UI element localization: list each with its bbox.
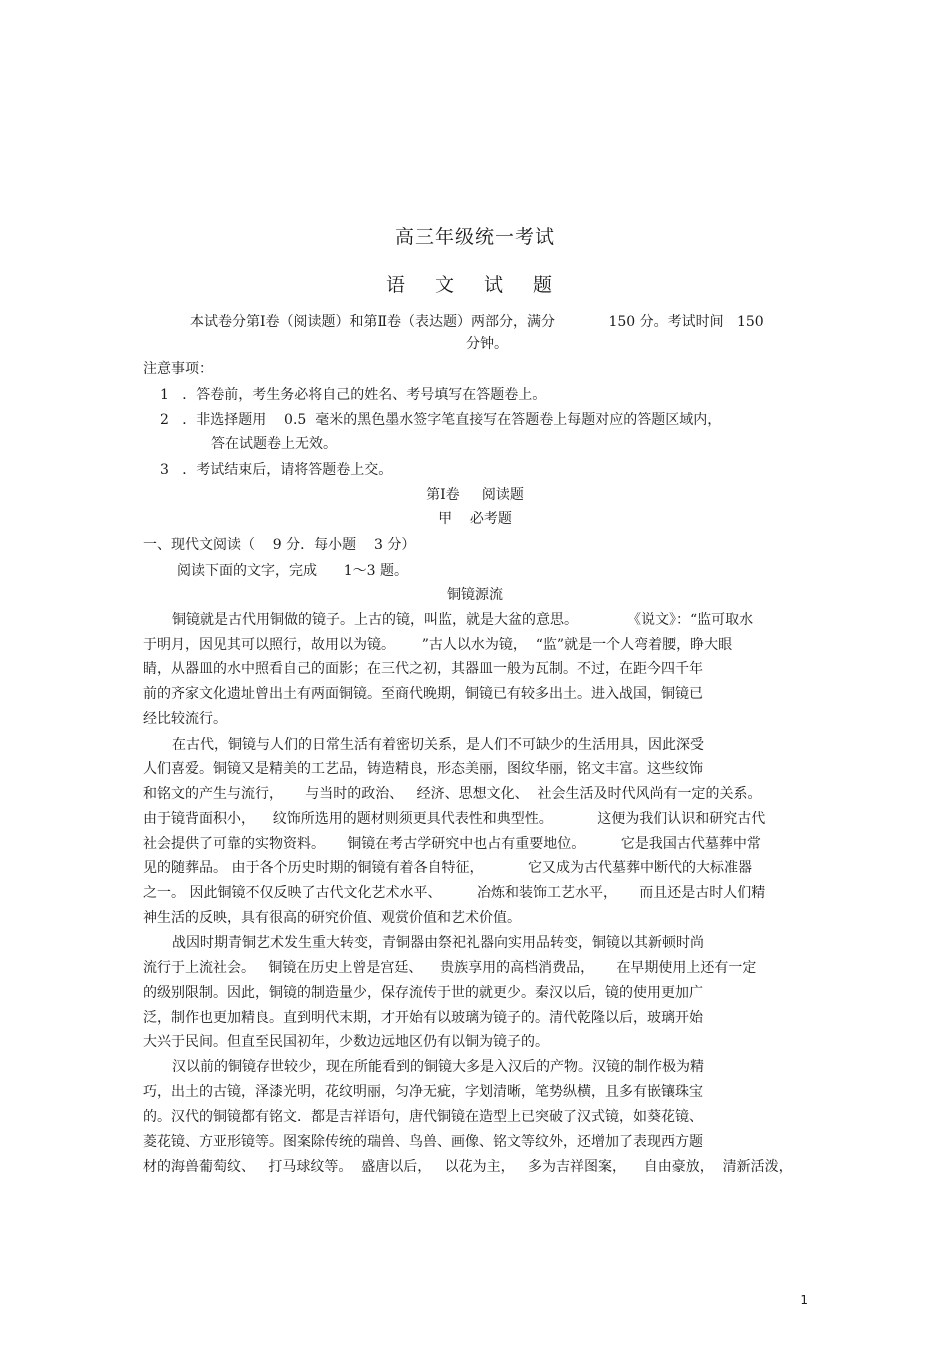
article-line: 经比较流行。 <box>143 711 227 727</box>
article-line: 的。汉代的铜镜都有铭文．都是吉祥语句，唐代铜镜在造型上已突破了汉式镜，如葵花镜、 <box>143 1109 703 1125</box>
article-line: 巧，出土的古镜，泽漆光明，花纹明丽，匀净无疵，字划清晰，笔势纵横，且多有嵌镶珠宝 <box>143 1084 703 1100</box>
intro-line-1: 本试卷分第Ⅰ卷（阅读题）和第Ⅱ卷（表达题）两部分，满分 150 分。考试时间 150 <box>190 314 764 330</box>
article-line: 材的海兽葡萄纹、 打马球纹等。 盛唐以后， 以花为主， 多为吉祥图案， 自由豪放， 清新活泼， <box>143 1159 793 1175</box>
article-line: 之一。 因此铜镜不仅反映了古代文化艺术水平、 冶炼和装饰工艺水平， 而且还是古时人们精 <box>143 885 766 901</box>
article-line: 前的齐家文化遗址曾出土有两面铜镜。至商代晚期，铜镜已有较多出土。进入战国，铜镜已 <box>143 686 703 702</box>
article-line: 于明月，因见其可以照行，故用以为镜。 ”古人以水为镜， “监”就是一个人弯着腰，睁大眼 <box>143 637 733 653</box>
article-line: 泛，制作也更加精良。直到明代末期，才开始有以玻璃为镜子的。清代乾隆以后，玻璃开始 <box>143 1010 703 1026</box>
notice-item-1: 1 ．答卷前，考生务必将自己的姓名、考号填写在答题卷上。 <box>160 387 547 403</box>
article-line: 和铭文的产生与流行， 与当时的政治、 经济、思想文化、 社会生活及时代风尚有一定的关系。 <box>143 786 762 802</box>
volume-heading: 第Ⅰ卷 阅读题 <box>426 487 524 503</box>
article-line: 神生活的反映，具有很高的研究价值、观赏价值和艺术价值。 <box>143 910 521 926</box>
article-line: 菱花镜、方亚形镜等。图案除传统的瑞兽、鸟兽、画像、铭文等纹外，还增加了表现西方题 <box>143 1134 703 1150</box>
article-line: 铜镜就是古代用铜做的镜子。上古的镜，叫监，就是大盆的意思。 《说文》：“监可取水 <box>172 612 754 628</box>
article-line: 大兴于民间。但直至民国初年，少数边远地区仍有以铜为镜子的。 <box>143 1034 549 1050</box>
question-heading: 一、现代文阅读（ 9 分．每小题 3 分） <box>143 537 416 553</box>
exam-title: 高三年级统一考试 <box>394 226 555 248</box>
notice-item-2: 2 ．非选择题用 0.5 毫米的黑色墨水签字笔直接写在答题卷上每题对应的答题区域内， <box>160 412 722 428</box>
article-line: 流行于上流社会。 铜镜在历史上曾是宫廷、 贵族享用的高档消费品， 在早期使用上还有一定 <box>143 960 757 976</box>
notice-heading: 注意事项： <box>143 361 213 377</box>
article-line: 在古代，铜镜与人们的日常生活有着密切关系，是人们不可缺少的生活用具，因此深受 <box>172 737 704 753</box>
part-heading: 甲 必考题 <box>438 511 512 527</box>
article-line: 汉以前的铜镜存世较少，现在所能看到的铜镜大多是入汉后的产物。汉镜的制作极为精 <box>172 1059 704 1075</box>
article-line: 的级别限制。因此，铜镜的制造量少，保存流传于世的就更少。秦汉以后，镜的使用更加广 <box>143 985 703 1001</box>
reading-instruction: 阅读下面的文字，完成 1～3 题。 <box>177 563 408 579</box>
notice-item-3: 3 ．考试结束后，请将答题卷上交。 <box>160 462 393 478</box>
article-line: 人们喜爱。铜镜又是精美的工艺品，铸造精良，形态美丽，图纹华丽，铭文丰富。这些纹饰 <box>143 761 703 777</box>
notice-item-2-continued: 答在试题卷上无效。 <box>211 436 337 452</box>
article-line: 社会提供了可靠的实物资料。 铜镜在考古学研究中也占有重要地位。 它是我国古代墓葬中常 <box>143 836 761 852</box>
article-line: 战因时期青铜艺术发生重大转变，青铜器由祭祀礼器向实用品转变，铜镜以其新顿时尚 <box>172 935 704 951</box>
article-title: 铜镜源流 <box>447 587 503 603</box>
page-number: 1 <box>800 1293 808 1307</box>
article-line: 睛，从器皿的水中照看自己的面影；在三代之初，其器皿一般为瓦制。不过，在距今四千年 <box>143 661 703 677</box>
article-line: 由于镜背面积小， 纹饰所选用的题材则须更具代表性和典型性。 这便为我们认识和研究古代 <box>143 811 766 827</box>
article-line: 见的随葬品。 由于各个历史时期的铜镜有着各自特征， 它又成为古代墓葬中断代的大标准器 <box>143 860 752 876</box>
intro-line-2: 分钟。 <box>466 336 508 352</box>
subject-title: 语 文 试 题 <box>385 274 565 296</box>
